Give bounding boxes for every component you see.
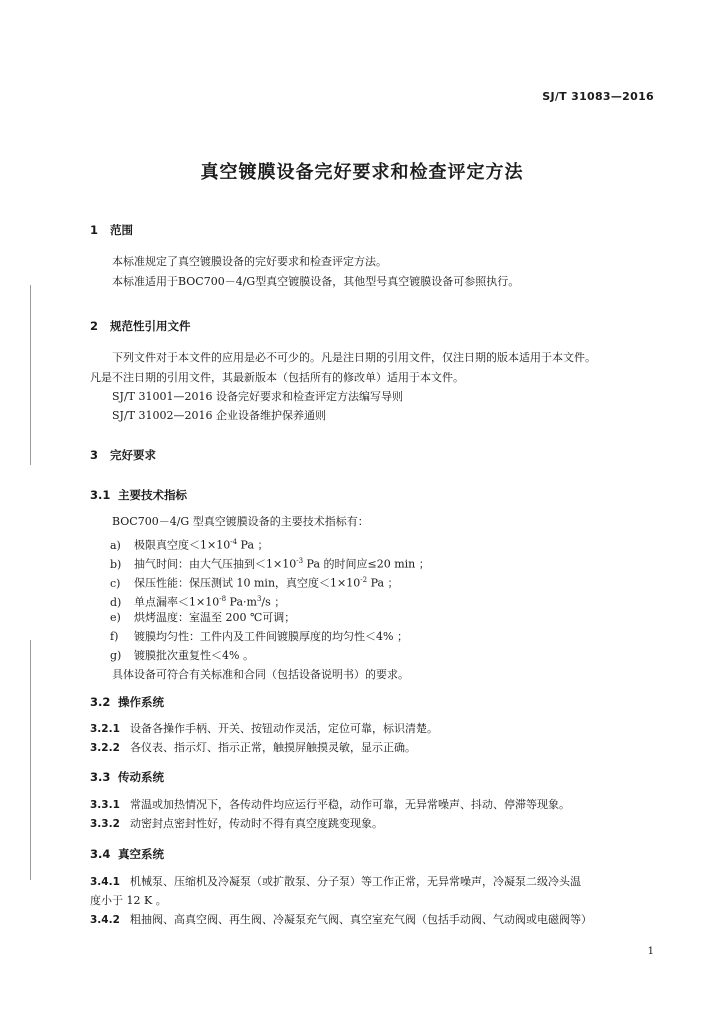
list-item: b) 抽气时间：由大气压抽到$<1\times 10^{-3}$ Pa 的时间应≤20 min ； <box>110 557 430 571</box>
section-heading <box>90 222 133 238</box>
subsection-heading <box>90 846 164 862</box>
list-marker: c) <box>110 576 121 590</box>
paragraph: 具体设备可符合有关标准和合同（包括设备说明书）的要求。 <box>112 668 409 681</box>
list-marker: e) <box>110 611 121 624</box>
clause-number: 3.2.1 <box>90 723 120 735</box>
reference-entry: SJ/T 31002—2016 企业设备维护保养通则 <box>112 409 326 422</box>
list-marker: d) <box>110 595 122 609</box>
list-item: d) 单点漏率$<1\times 10^{-8}$ $Pa\cdot m^3/s$ ； <box>110 595 286 609</box>
list-item: f) 镀膜均匀性：工件内及工件间镀膜厚度的均匀性＜4% ； <box>110 630 408 643</box>
section-number: 3.3 <box>90 770 111 784</box>
section-number: 1 <box>90 223 99 237</box>
section-title: 范围 <box>110 223 133 237</box>
list-marker: a) <box>110 538 121 552</box>
section-title: 真空系统 <box>118 847 164 861</box>
section-title: 主要技术指标 <box>118 488 187 502</box>
clause: 3.3.2 动密封点密封性好，传动时不得有真空度跳变现象。 <box>90 817 383 830</box>
clause: 3.3.1 常温或加热情况下，各传动件均应运行平稳，动作可靠，无异常噪声、抖动、停滞等现象。 <box>90 798 570 811</box>
scan-margin-line <box>30 285 31 465</box>
clause: 3.4.1 机械泵、压缩机及冷凝泵（或扩散泵、分子泵）等工作正常，无异常噪声，冷凝泵二级冷头温 <box>90 875 581 888</box>
list-marker: b) <box>110 557 122 571</box>
list-marker: f) <box>110 630 119 643</box>
reference-entry: SJ/T 31001—2016 设备完好要求和检查评定方法编写导则 <box>112 390 403 403</box>
section-number: 3.2 <box>90 695 111 709</box>
section-number: 3.1 <box>90 488 111 502</box>
subsection-heading <box>90 487 187 503</box>
section-heading <box>90 318 191 334</box>
section-title: 规范性引用文件 <box>110 319 191 333</box>
section-number: 3 <box>90 448 99 462</box>
paragraph: 下列文件对于本文件的应用是必不可少的。凡是注日期的引用文件，仅注日期的版本适用于本文件。 <box>112 351 596 364</box>
clause-number: 3.4.1 <box>90 876 120 888</box>
list-item: c) 保压性能：保压测试 10 min，真空度$<1\times 10^{-2}$ Pa ； <box>110 576 399 590</box>
section-title: 操作系统 <box>118 695 164 709</box>
section-title: 传动系统 <box>118 770 164 784</box>
standard-code: SJ/T 31083—2016 <box>542 90 654 103</box>
section-number: 2 <box>90 319 99 333</box>
clause: 3.2.2 各仪表、指示灯、指示正常，触摸屏触摸灵敏，显示正确。 <box>90 741 416 754</box>
clause: 3.4.2 粗抽阀、高真空阀、再生阀、冷凝泵充气阀、真空室充气阀（包括手动阀、气动阀或电磁阀等） <box>90 913 592 926</box>
paragraph: 凡是不注日期的引用文件，其最新版本（包括所有的修改单）适用于本文件。 <box>90 371 464 384</box>
list-item: e) 烘烤温度：室温至 200 ℃可调； <box>110 611 296 624</box>
paragraph: 本标准适用于BOC700－4/G型真空镀膜设备，其他型号真空镀膜设备可参照执行。 <box>112 275 520 288</box>
paragraph: 本标准规定了真空镀膜设备的完好要求和检查评定方法。 <box>112 255 387 268</box>
clause-number: 3.3.2 <box>90 818 120 830</box>
list-marker: g) <box>110 649 122 662</box>
clause: 3.2.1 设备各操作手柄、开关、按钮动作灵活，定位可靠，标识清楚。 <box>90 722 438 735</box>
clause-number: 3.3.1 <box>90 799 120 811</box>
list-item: g) 镀膜批次重复性＜4% 。 <box>110 649 254 662</box>
subsection-heading <box>90 769 164 785</box>
clause-number: 3.2.2 <box>90 742 120 754</box>
clause-continuation: 度小于 12 K 。 <box>90 894 167 907</box>
list-item: a) 极限真空度$<1\times 10^{-4}$ Pa ； <box>110 538 269 552</box>
page-number: 1 <box>647 946 654 957</box>
document-title: 真空镀膜设备完好要求和检查评定方法 <box>200 162 524 183</box>
subsection-heading <box>90 694 164 710</box>
section-heading <box>90 447 156 463</box>
section-title: 完好要求 <box>110 448 156 462</box>
clause-number: 3.4.2 <box>90 914 120 926</box>
scan-margin-line <box>30 640 31 880</box>
paragraph: BOC700－4/G 型真空镀膜设备的主要技术指标有： <box>112 515 369 528</box>
section-number: 3.4 <box>90 847 111 861</box>
